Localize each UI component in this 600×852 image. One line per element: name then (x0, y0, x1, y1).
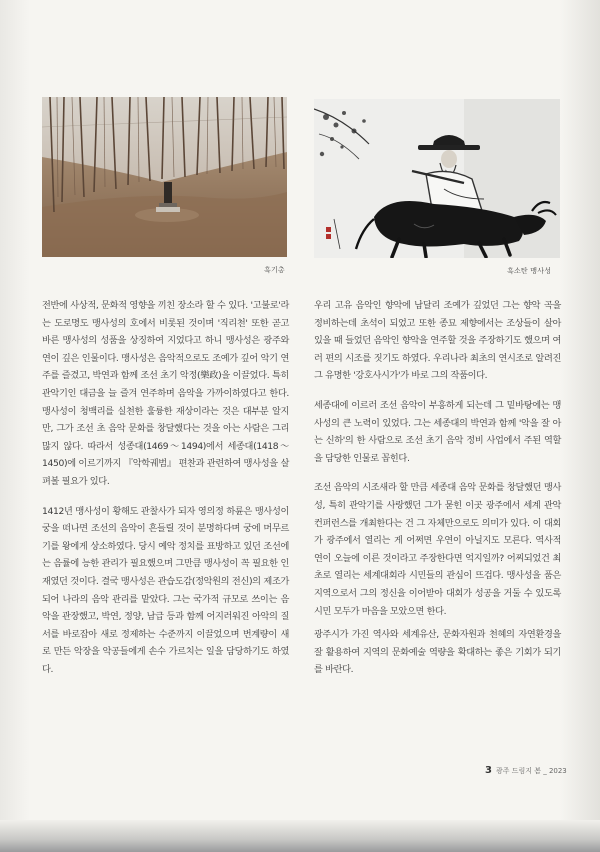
publication-name: 광주 드림지 봄 _ 2023 (495, 767, 567, 775)
left-paragraph-2: 1412년 맹사성이 황해도 관찰사가 되자 영의정 하륜은 맹사성이 궁을 떠나면 조선의 음악이 흔들릴 것이 분명하다며 궁에 머무르기를 왕에게 상소하였다. 당시 예악 정치를 표방하고 있던 조선에는 음률에 능한 관리가 필요했으며 그만큼 맹사성이 꼭 필요한 인재였던 것이다. 결국 맹사성은 관습도감(정악원의 전신)의 제조가 되어 나라의 음악 관리를 맡았다. 그는 국가적 규모로 쓰이는 음악을 관장했고, 박연, 정양, 남급 등과 함께 어지러워진 아악의 질서를 바로잡아 새로 정제하는 수준까지 이끌었으며 번계량이 새로 만든 악장을 악공들에게 손수 가르치는 일을 담당하기도 하였다. (42, 505, 289, 675)
page-number: 3 (485, 765, 492, 776)
ink-painting-photo (314, 99, 560, 258)
right-paragraph-2: 세종대에 이르러 조선 음악이 부흥하게 되는데 그 밑바탕에는 맹사성의 큰 노력이 있었다. 그는 세종대의 박연과 함께 '악을 잘 아는 신하'의 한 사람으로 조선 초기 음악 정비 사업에서 주된 역할을 담당한 인물로 꼽힌다. (314, 399, 561, 464)
right-text-column (314, 297, 561, 691)
page-footer (485, 765, 567, 776)
right-paragraph-4: 광주시가 가진 역사와 세계유산, 문화자원과 천혜의 자연환경을 잘 활용하여 지역의 문화예술 역량을 확대하는 좋은 기회가 되기를 바란다. (314, 629, 561, 676)
left-text-column (42, 297, 289, 690)
left-paragraph-1: 전반에 사상적, 문화적 영향을 끼친 장소라 할 수 있다. '고불로'라는 도로명도 맹사성의 호에서 비롯된 것이며 '직리천' 또한 곧고 바른 맹사성의 성품을 상징하여 지었다고 하니 맹사성은 광주와 연이 깊은 인물이다. 맹사성은 음악적으로도 조예가 깊어 악기 연주를 즐겼고, 박연과 함께 조선 초기 악정(樂政)을 이끌었다. 특히 관악기인 대금을 늘 즐겨 연주하며 음악을 가까이하였다고 한다. 맹사성이 청백리를 실천한 훌륭한 재상이라는 것은 대부분 알지만, 그가 조선 초 음악 문화를 창달했다는 것을 아는 사람은 그리 많지 않다. 따라서 성종대(1469～1494)에서 세종대(1418～1450)에 이르기까지 『악학궤범』 편찬과 관련하여 맹사성을 살펴볼 필요가 있다. (42, 300, 289, 487)
right-paragraph-3: 조선 음악의 시조새라 할 만큼 세종대 음악 문화를 창달했던 맹사성, 특히 관악기를 사랑했던 그가 묻힌 이곳 광주에서 세계 관악 컨퍼런스를 개최한다는 건 그 자체만으로도 의미가 있다. 이 대회가 광주에서 열리는 게 어쩌면 우연이 아닐지도 모른다. 역사적 연이 오늘에 이른 것이라고 주장한다면 억지일까? 어찌되었건 최초로 열리는 세계대회라 시민들의 관심이 뜨겁다. 맹사성을 품은 지역으로서 그의 정신을 이어받아 대회가 성공을 거둘 수 있도록 시민 모두가 마음을 모았으면 한다. (314, 482, 561, 617)
tomb-photo-caption: 흑기총 (264, 266, 285, 274)
ink-painting-caption: 흑소탄 맹사성 (507, 267, 552, 275)
right-paragraph-1: 우리 고유 음악인 향악에 남달리 조예가 깊었던 그는 향악 곡을 정비하는데 초석이 되었고 또한 종묘 제향에서는 조상들이 살아있을 때 들었던 음악인 향악을 연주할 것을 주장하기도 했으며 여러 편의 시조를 짓기도 하였다. 우리나라 최초의 연시조로 알려진 그 유명한 '강호사시가'가 바로 그의 작품이다. (314, 300, 561, 382)
scan-bottom-shadow (0, 820, 600, 852)
tomb-photo (42, 97, 287, 257)
